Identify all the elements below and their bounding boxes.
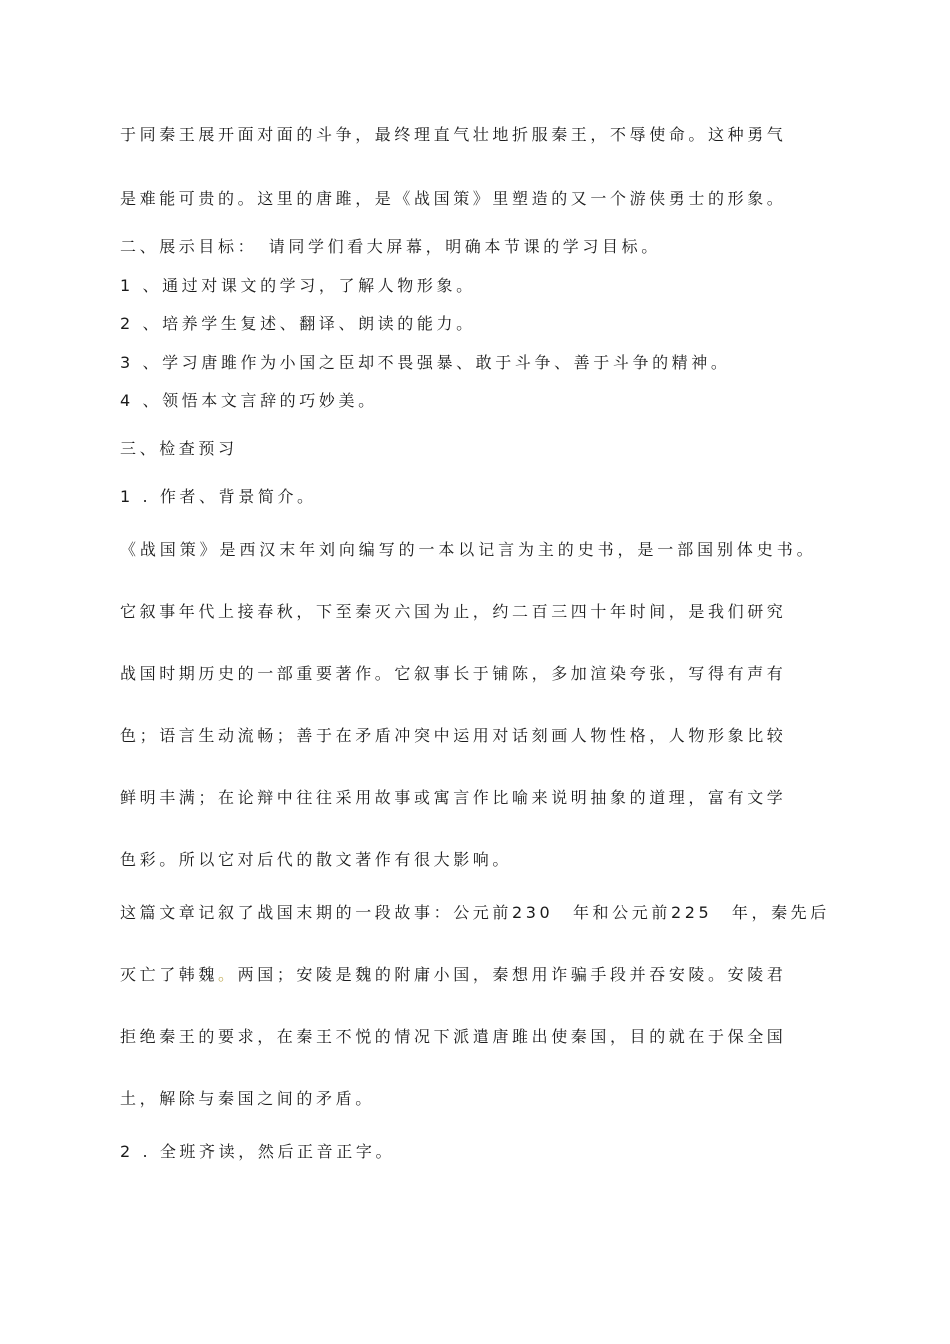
paragraph-line: 拒绝秦王的要求，在秦王不悦的情况下派遣唐雎出使秦国，目的就在于保全国 [120, 1027, 787, 1046]
line-segment: 两国；安陵是魏的附庸小国，秦想用诈骗手段并吞安陵。安陵君 [237, 965, 787, 984]
paragraph-line: 色；语言生动流畅；善于在矛盾冲突中运用对话刻画人物性格，人物形象比较 [120, 726, 787, 745]
paragraph-line [120, 964, 840, 986]
subheading-read-aloud: 2 . 全班齐读，然后正音正字。 [120, 1142, 396, 1161]
paragraph-line: 于同秦王展开面对面的斗争，最终理直气壮地折服秦王，不辱使命。这种勇气 [120, 125, 787, 144]
section-heading-goals: 二、展示目标： 请同学们看大屏幕，明确本节课的学习目标。 [120, 237, 661, 256]
line-segment: 灭亡了韩魏 [120, 965, 219, 984]
paragraph-line: 战国时期历史的一部重要著作。它叙事长于铺陈，多加渲染夸张，写得有声有 [120, 664, 787, 683]
paragraph-line: 《战国策》是西汉末年刘向编写的一本以记言为主的史书，是一部国别体史书。 [120, 540, 817, 559]
goal-item-2: 2 、培养学生复述、翻译、朗读的能力。 [120, 314, 476, 333]
paragraph-line: 它叙事年代上接春秋，下至秦灭六国为止，约二百三四十年时间，是我们研究 [120, 602, 787, 621]
goal-item-1: 1 、通过对课文的学习，了解人物形象。 [120, 276, 476, 295]
paragraph-line: 这篇文章记叙了战国末期的一段故事：公元前230 年和公元前225 年，秦先后 [120, 903, 830, 922]
paragraph-line: 色彩。所以它对后代的散文著作有很大影响。 [120, 850, 513, 869]
goal-item-3: 3 、学习唐雎作为小国之臣却不畏强暴、敢于斗争、善于斗争的精神。 [120, 353, 731, 372]
paragraph-line: 鲜明丰满；在论辩中往往采用故事或寓言作比喻来说明抽象的道理，富有文学 [120, 788, 787, 807]
subheading-author-background: 1 . 作者、背景简介。 [120, 487, 317, 506]
goal-item-4: 4 、领悟本文言辞的巧妙美。 [120, 391, 378, 410]
section-heading-preview: 三、检查预习 [120, 439, 238, 458]
paragraph-line: 是难能可贵的。这里的唐雎，是《战国策》里塑造的又一个游侠勇士的形象。 [120, 189, 787, 208]
paragraph-line: 土，解除与秦国之间的矛盾。 [120, 1089, 375, 1108]
highlighted-punctuation: 。 [218, 965, 238, 984]
